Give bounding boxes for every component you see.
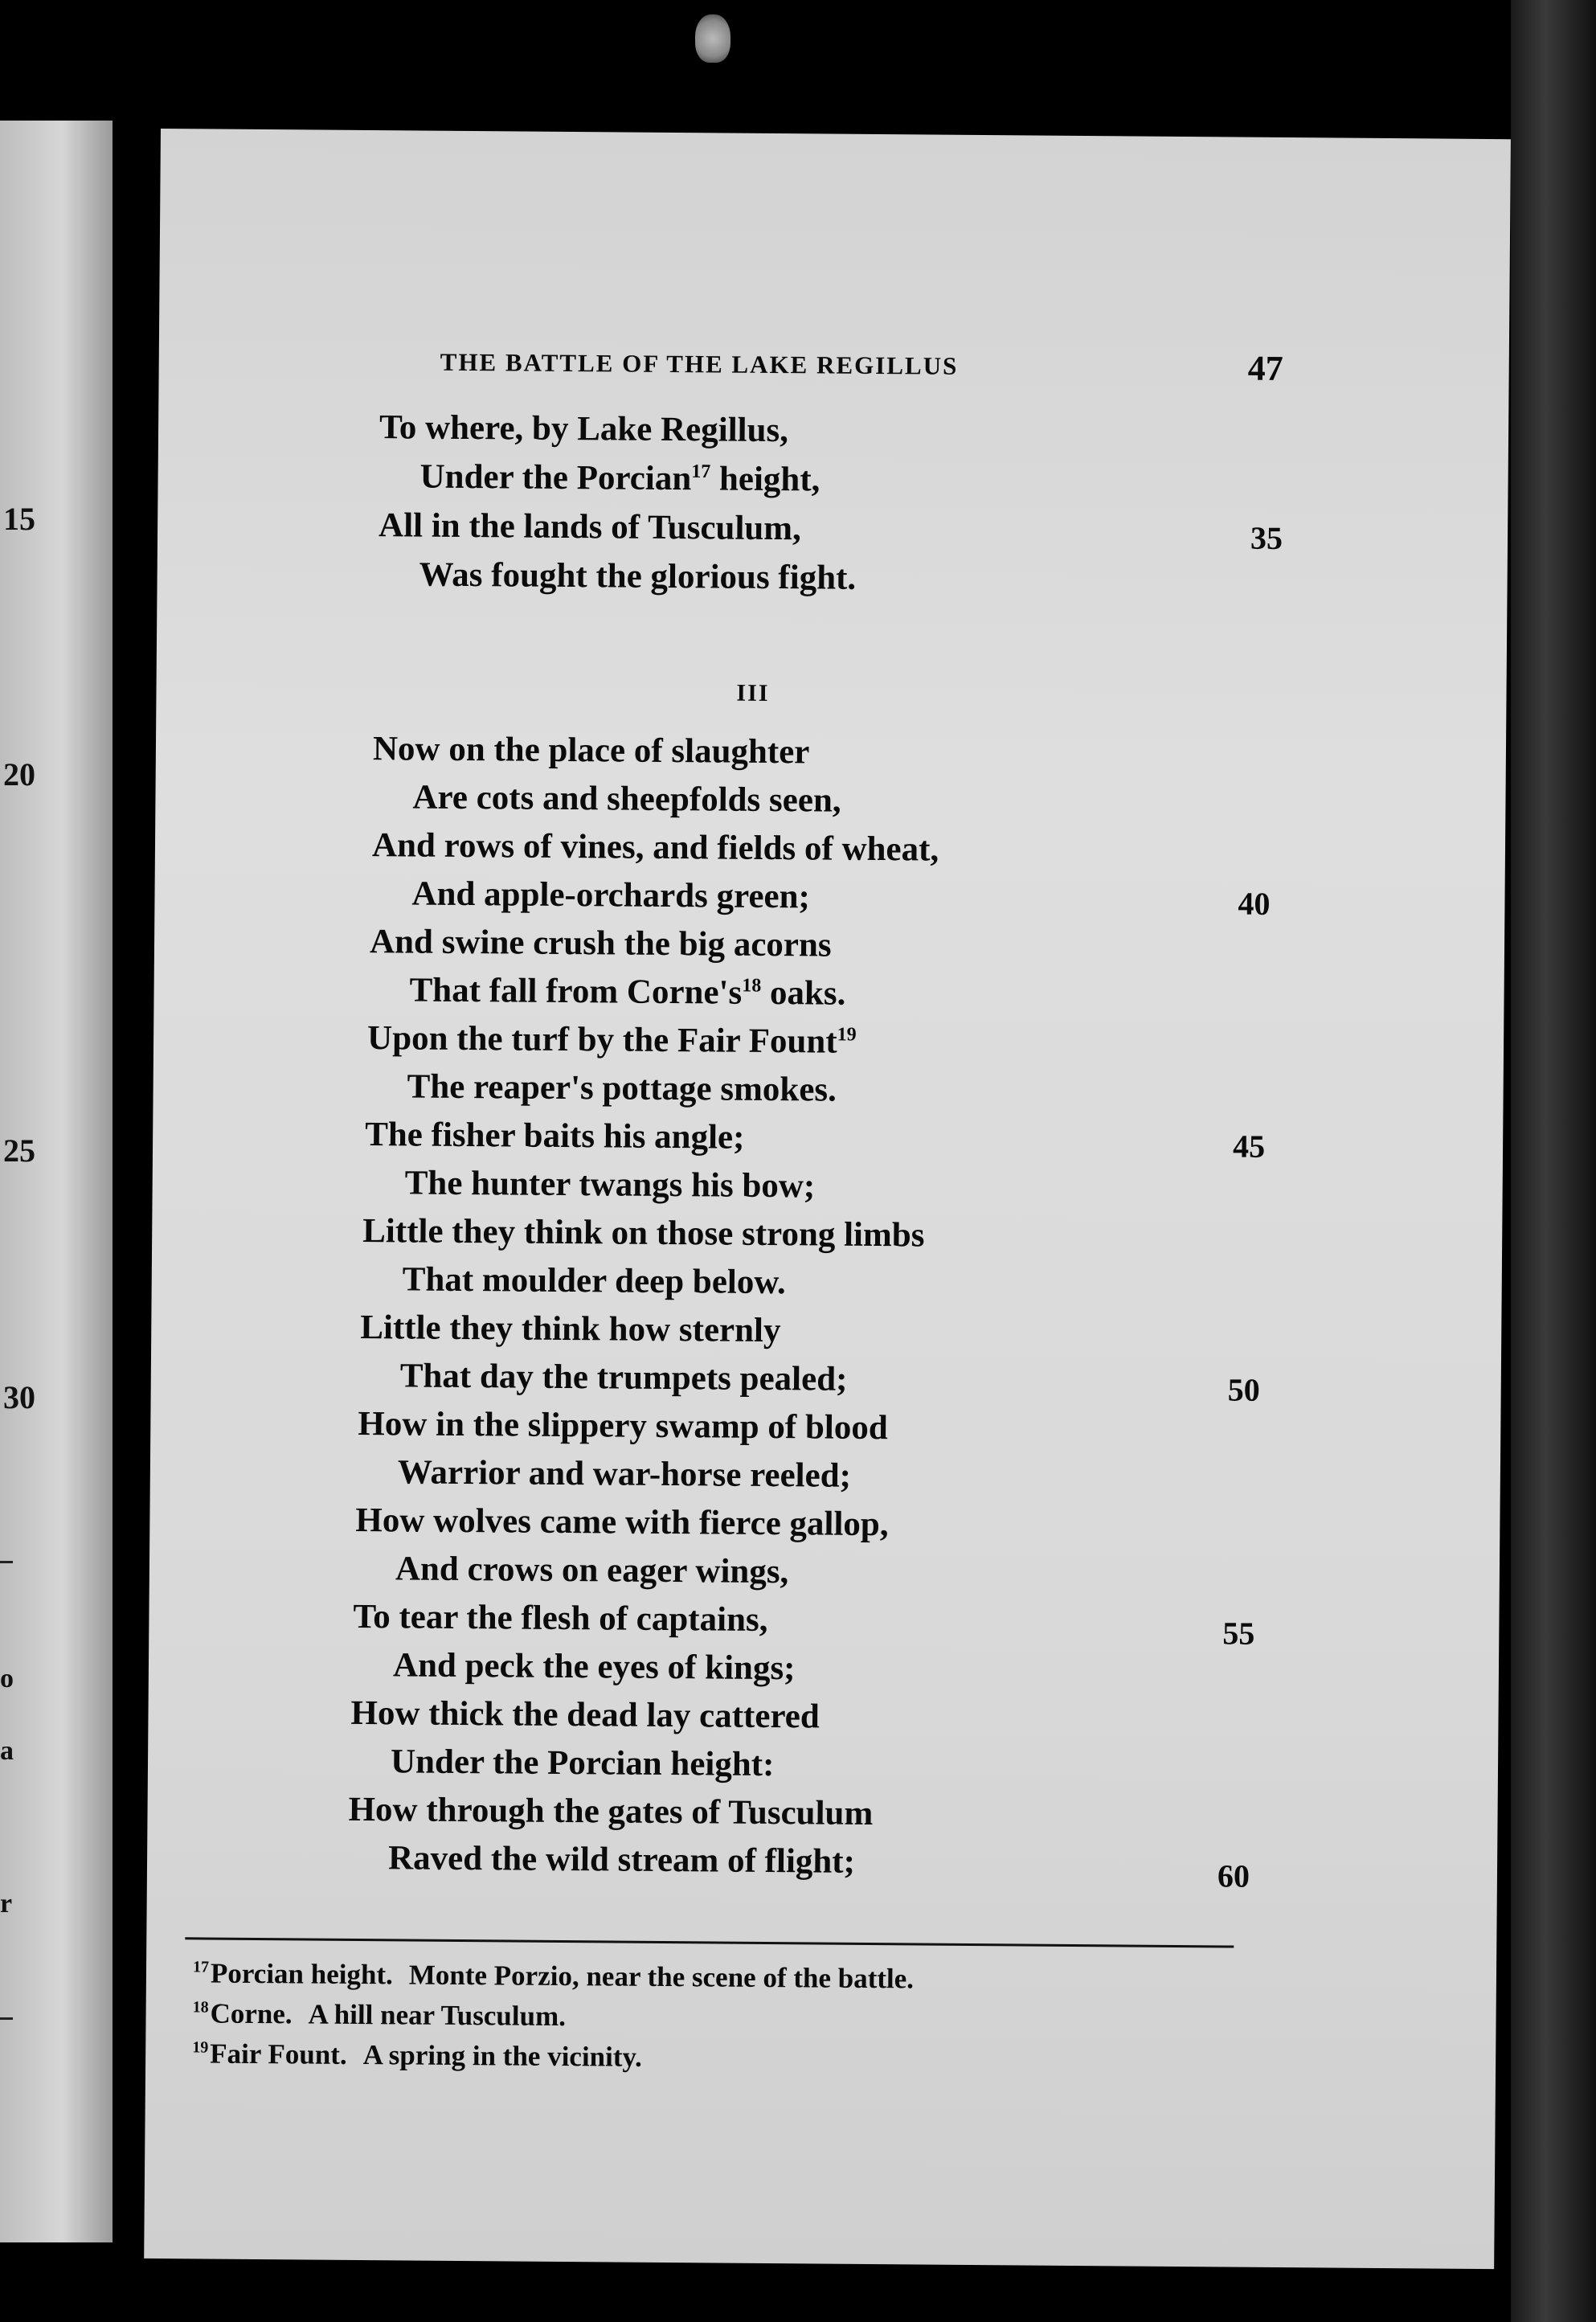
left-fragment-letter: r (0, 1889, 13, 1919)
verse-line: The hunter twangs his bow; (404, 1164, 816, 1206)
footnote: $^{17}$Porcian height. Monte Porzio, near the scene of the battle. (192, 1957, 915, 1995)
verse-line: All in the lands of Tusculum, (378, 506, 802, 548)
ink-blot (695, 14, 730, 63)
left-page-fragment (0, 121, 113, 2242)
verse-line: How thick the dead lay cattered (350, 1693, 820, 1736)
footnote-rule (185, 1937, 1234, 1947)
verse-line: Warrior and war-horse reeled; (397, 1453, 852, 1495)
line-number: 60 (1217, 1857, 1250, 1894)
footnote-ref: 17 (691, 461, 711, 483)
verse-line: Are cots and sheepfolds seen, (412, 778, 841, 820)
verse-line: To where, by Lake Regillus, (379, 408, 789, 450)
left-line-number: 20 (3, 756, 35, 792)
verse-line: Raved the wild stream of flight; (387, 1839, 856, 1881)
verse-line: And swine crush the big acorns (369, 923, 832, 964)
line-number: 45 (1232, 1128, 1266, 1165)
left-dash (0, 2017, 13, 2020)
book-page (144, 129, 1511, 2269)
verse-line: And peck the eyes of kings; (392, 1646, 796, 1688)
left-fragment-letter: o (0, 1664, 14, 1693)
verse-line: How wolves came with fierce gallop, (355, 1501, 889, 1544)
left-line-number: 30 (3, 1379, 35, 1415)
verse-line: How in the slippery swamp of blood (358, 1404, 888, 1448)
line-number: 50 (1227, 1371, 1260, 1408)
footnote-ref: 19 (837, 1024, 857, 1046)
line-number: 55 (1222, 1615, 1255, 1652)
page-number: 47 (1247, 348, 1283, 388)
verse-line: Now on the place of slaughter (372, 730, 810, 772)
footnote: $^{18}$Corne. A hill near Tusculum. (192, 1997, 567, 2033)
line-number: 35 (1250, 519, 1283, 556)
left-dash (0, 1561, 13, 1563)
left-line-number: 15 (3, 501, 35, 537)
verse-line: Under the Porcian height: (390, 1743, 775, 1784)
left-line-number: 25 (3, 1132, 35, 1169)
verse-line: That fall from $Corne's^{18}$ oaks. (409, 971, 846, 1013)
right-page-edge (1511, 0, 1596, 2322)
verse-line: Little they think on those strong limbs (362, 1212, 925, 1255)
verse-line: And rows of vines, and fields of wheat, (371, 826, 939, 869)
line-number: 40 (1238, 885, 1271, 922)
stanza-number: III (736, 679, 770, 706)
verse-line: That day the trumpets pealed; (399, 1357, 848, 1399)
verse-line: Little they think how sternly (360, 1308, 781, 1350)
verse-line: Under the Porcian$^{17}$ height, (419, 457, 821, 499)
left-fragment-letter: a (0, 1736, 14, 1766)
verse-line: The reaper's pottage smokes. (407, 1067, 837, 1109)
running-head: THE BATTLE OF THE LAKE REGILLUS (440, 347, 959, 380)
verse-line: And apple-orchards green; (411, 874, 811, 916)
footnote-ref: 18 (742, 975, 762, 997)
verse-line: Was fought the glorious fight. (419, 555, 857, 597)
verse-line: And crows on eager wings, (395, 1550, 789, 1591)
verse-line: The fisher baits his angle; (364, 1116, 745, 1157)
verse-line: Upon the turf by the Fair Fount$^{19}$ (366, 1019, 857, 1061)
verse-line: How through the gates of Tusculum (348, 1790, 874, 1833)
footnote: $^{19}$Fair Fount. A spring in the vicinity. (192, 2037, 642, 2073)
verse-line: That moulder deep below. (402, 1260, 786, 1302)
verse-line: To tear the flesh of captains, (353, 1597, 768, 1639)
